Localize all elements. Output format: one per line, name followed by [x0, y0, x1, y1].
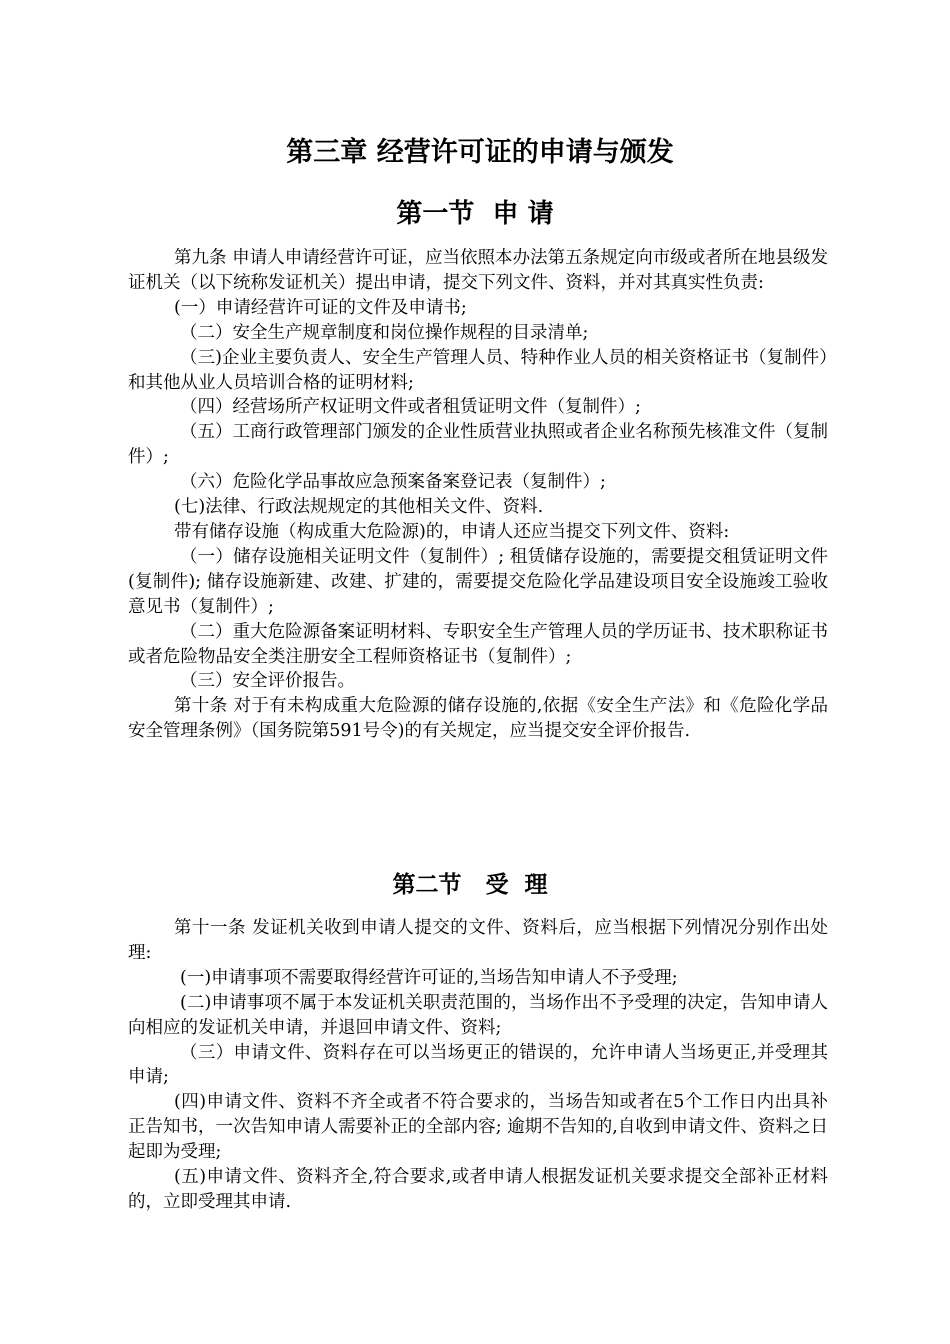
chapter-title: 第三章 经营许可证的申请与颁发 [286, 137, 674, 168]
article-9-paragraph: 第九条 申请人申请经营许可证，应当依照本办法第五条规定向市级或者所在地县级发证机关（以下统称发证机关）提出申请，提交下列文件、资料，并对其真实性负责: [128, 248, 828, 293]
list-item: （四）经营场所产权证明文件或者租赁证明文件（复制件）; [180, 397, 641, 418]
section-body-application [128, 246, 828, 744]
section-title-acceptance: 第二节 受 理 [392, 872, 548, 898]
list-item: （三)企业主要负责人、安全生产管理人员、特种作业人员的相关资格证书（复制件）和其他从业人员培训合格的证明材料; [128, 347, 828, 393]
list-item: （三）安全评价报告。 [180, 671, 355, 692]
list-item: (四)申请文件、资料不齐全或者不符合要求的，当场告知或者在5个工作日内出具补正告知书，一次告知申请人需要补正的全部内容; 逾期不告知的,自收到申请文件、资料之日起即为受理; [128, 1092, 828, 1163]
article-11-paragraph: 第十一条 发证机关收到申请人提交的文件、资料后，应当根据下列情况分别作出处理: [128, 918, 828, 963]
list-item: （一）储存设施相关证明文件（复制件）; 租赁储存设施的，需要提交租赁证明文件(复制件); 储存设施新建、改建、扩建的，需要提交危险化学品建设项目安全设施竣工验收意见书（复制件）; [128, 546, 828, 617]
list-item: (一)申请事项不需要取得经营许可证的,当场告知申请人不予受理; [180, 967, 678, 988]
article-10-paragraph: 第十条 对于有未构成重大危险源的储存设施的,依据《安全生产法》和《危险化学品安全管理条例》（国务院第591号令)的有关规定，应当提交安全评价报告. [128, 696, 828, 742]
list-item: (七)法律、行政法规规定的其他相关文件、资料. [174, 497, 544, 518]
section-body-acceptance [128, 916, 828, 1215]
list-item: (五)申请文件、资料齐全,符合要求,或者申请人根据发证机关要求提交全部补正材料的，立即受理其申请. [128, 1167, 828, 1212]
list-item: （三）申请文件、资料存在可以当场更正的错误的，允许申请人当场更正,并受理其申请; [128, 1042, 828, 1088]
section-title-application: 第一节 申 请 [396, 199, 554, 229]
storage-facility-paragraph: 带有储存设施（构成重大危险源)的，申请人还应当提交下列文件、资料: [174, 521, 730, 542]
list-item: （六）危险化学品事故应急预案备案登记表（复制件）; [180, 472, 606, 493]
list-item: （五）工商行政管理部门颁发的企业性质营业执照或者企业名称预先核准文件（复制件）; [128, 422, 828, 468]
list-item: (一）申请经营许可证的文件及申请书; [174, 297, 467, 318]
list-item: (二)申请事项不属于本发证机关职责范围的，当场作出不予受理的决定，告知申请人向相应的发证机关申请，并退回申请文件、资料; [128, 992, 828, 1038]
list-item: （二）安全生产规章制度和岗位操作规程的目录清单; [180, 322, 589, 343]
list-item: （二）重大危险源备案证明材料、专职安全生产管理人员的学历证书、技术职称证书或者危险物品安全类注册安全工程师资格证书（复制件）; [128, 621, 828, 667]
